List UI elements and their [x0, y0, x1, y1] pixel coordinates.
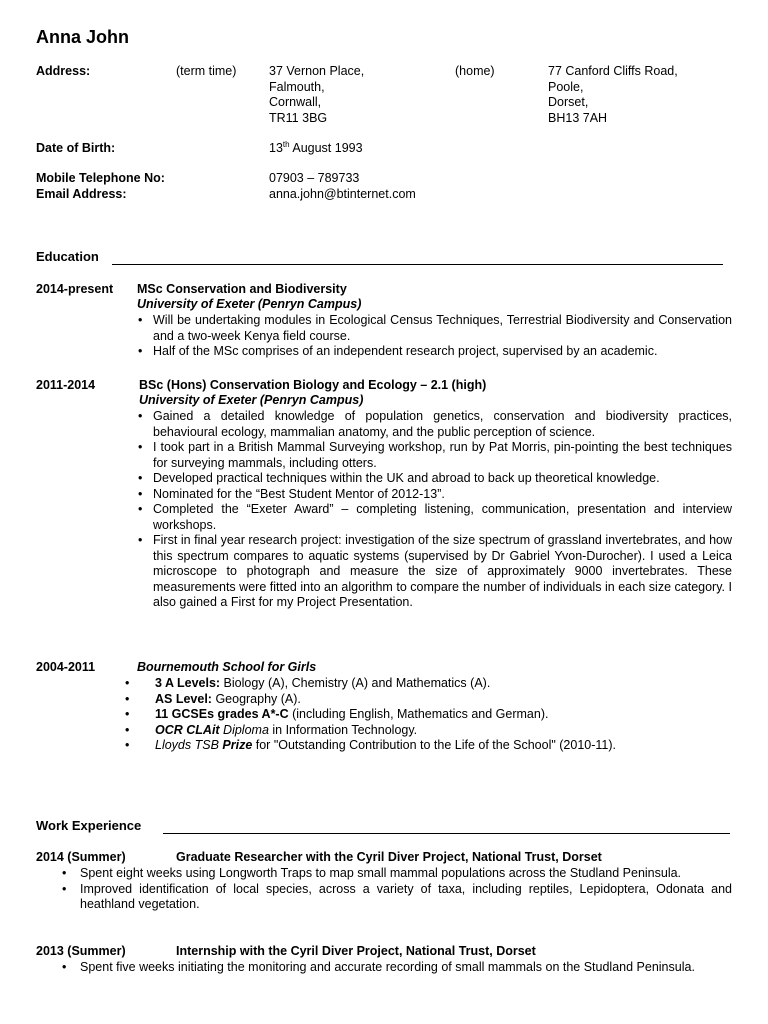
school-qualifications — [124, 676, 734, 754]
dob-value — [269, 141, 363, 155]
home-address-line: Poole, — [548, 79, 584, 94]
home-address — [548, 64, 678, 126]
list-item: • First in final year research project: investigation of the size spectrum of grassland invertebrates, and how this spectrum compares to aquatic systems (supervised by Dr Gabriel Yvon-Durocher). I used a Leica microscope to photograph and measure the size of approximately 9000 invertebrates. These measurements were fitted into an algorithm to compare the number of individuals in each size category. I also gained a First for my Project Presentation. — [137, 533, 732, 611]
address-label: Address: — [36, 64, 91, 78]
list-item: • Lloyds TSB Prize for "Outstanding Contribution to the Life of the School" (2010-11). — [124, 738, 734, 754]
work-title: Internship with the Cyril Diver Project, National Trust, Dorset — [176, 944, 536, 958]
work-period: 2014 (Summer) — [36, 850, 126, 864]
dob-day: 13 — [269, 141, 283, 155]
list-item: • 11 GCSEs grades A*-C (including English, Mathematics and German). — [124, 707, 734, 723]
list-item: • Developed practical techniques within the UK and abroad to back up theoretical knowledge. — [137, 471, 732, 487]
home-label: (home) — [455, 64, 495, 78]
mobile-value: 07903 – 789733 — [269, 171, 360, 185]
term-address-line: TR11 3BG — [269, 110, 328, 125]
list-item: • Spent eight weeks using Longworth Traps to map small mammal populations across the Studland Peninsula. — [61, 866, 732, 882]
home-address-line: BH13 7AH — [548, 110, 608, 125]
list-item: • Completed the “Exeter Award” – completing listening, communication, presentation and interview workshops. — [137, 502, 732, 533]
term-address-line: Falmouth, — [269, 79, 325, 94]
dob-month-year: August 1993 — [289, 141, 363, 155]
edu-bullets — [137, 313, 732, 360]
list-item: • Gained a detailed knowledge of population genetics, conservation and biodiversity practices, behavioural ecology, mammalian anatomy, and the public perception of science. — [137, 409, 732, 440]
list-item: • Improved identification of local species, across a variety of taxa, including reptiles, Lepidoptera, Odonata and heathland vegetation. — [61, 882, 732, 913]
edu-bullets — [137, 409, 732, 611]
work-period: 2013 (Summer) — [36, 944, 126, 958]
work-underline — [163, 833, 730, 834]
edu-years: 2004-2011 — [36, 660, 96, 674]
home-address-line: Dorset, — [548, 95, 589, 109]
home-address-line: 77 Canford Cliffs Road, — [548, 64, 678, 78]
list-item: • Will be undertaking modules in Ecological Census Techniques, Terrestrial Biodiversity and Conservation and a two-week Kenya field course. — [137, 313, 732, 344]
list-item: • Nominated for the “Best Student Mentor of 2012-13”. — [137, 487, 732, 503]
education-heading: Education — [36, 249, 99, 264]
mobile-label: Mobile Telephone No: — [36, 171, 165, 185]
list-item: • 3 A Levels: Biology (A), Chemistry (A) and Mathematics (A). — [124, 676, 734, 692]
work-bullets — [61, 866, 732, 913]
work-title: Graduate Researcher with the Cyril Diver Project, National Trust, Dorset — [176, 850, 602, 864]
term-address-line: 37 Vernon Place, — [269, 64, 365, 78]
education-underline — [112, 264, 723, 265]
email-label: Email Address: — [36, 187, 127, 201]
candidate-name: Anna John — [36, 27, 129, 47]
edu-institution: University of Exeter (Penryn Campus) — [139, 393, 364, 407]
dob-label: Date of Birth: — [36, 141, 116, 155]
list-item: • AS Level: Geography (A). — [124, 692, 734, 708]
dob-suffix: th — [282, 140, 290, 149]
term-address-line: Cornwall, — [269, 95, 322, 109]
list-item: • Spent five weeks initiating the monitoring and accurate recording of small mammals on the Studland Peninsula. — [61, 960, 732, 976]
edu-degree: MSc Conservation and Biodiversity — [137, 282, 347, 296]
edu-years: 2011-2014 — [36, 378, 96, 392]
list-item: • Half of the MSc comprises of an independent research project, supervised by an academic. — [137, 344, 732, 360]
email-value: anna.john@btinternet.com — [269, 187, 416, 201]
edu-years: 2014-present — [36, 282, 114, 296]
work-bullets — [61, 960, 732, 976]
list-item: • I took part in a British Mammal Surveying workshop, run by Pat Morris, pin-pointing the best techniques for surveying mammals, including otters. — [137, 440, 732, 471]
list-item: • OCR CLAit Diploma in Information Technology. — [124, 723, 734, 739]
edu-institution: University of Exeter (Penryn Campus) — [137, 297, 362, 311]
term-address — [269, 64, 364, 126]
work-heading: Work Experience — [36, 818, 142, 833]
term-time-label: (term time) — [176, 64, 237, 78]
edu-institution: Bournemouth School for Girls — [137, 660, 317, 674]
edu-degree: BSc (Hons) Conservation Biology and Ecology – 2.1 (high) — [139, 378, 487, 392]
